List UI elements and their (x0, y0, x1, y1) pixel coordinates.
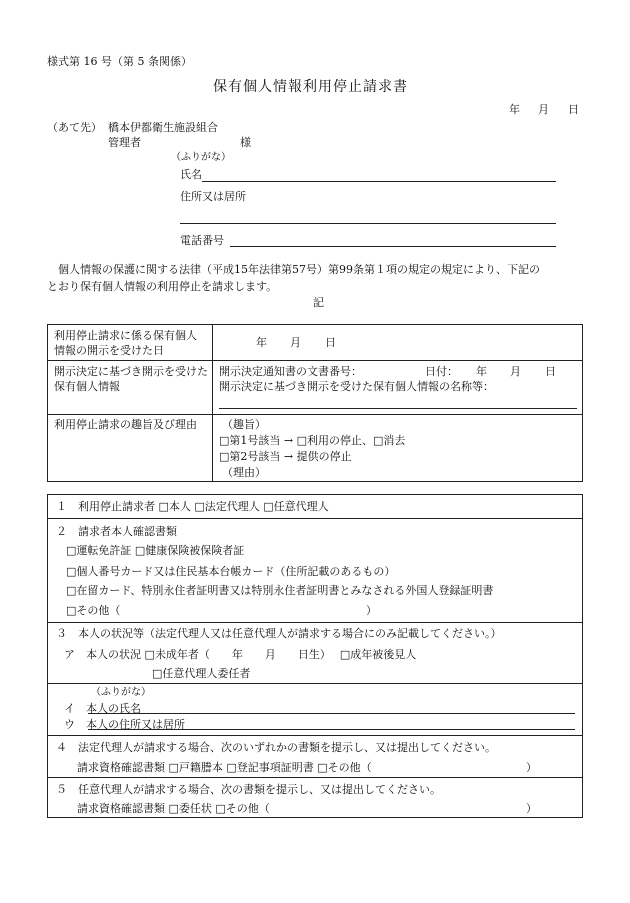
disclosed-info-name-label: 開示決定に基づき開示を受けた保有個人情報の名称等： (219, 380, 494, 393)
date-month-label: 月 (538, 103, 549, 116)
date-year-label: 年 (509, 103, 520, 116)
addressee-org: 橋本伊都衛生施設組合 (108, 121, 218, 134)
gist-option-item1[interactable]: □第1号該当 → □利用の停止、□消去 (219, 434, 406, 447)
section3-title: ３ 本人の状況等（法定代理人又は任意代理人が請求する場合にのみ記載してください。） (56, 627, 502, 640)
notice-doc-number-label: 開示決定通知書の文書番号： (219, 365, 362, 378)
disclosure-year[interactable]: 年 (256, 336, 267, 349)
notice-date-label: 日付： (425, 365, 458, 378)
table2-divider-4 (47, 735, 583, 736)
addressee-prefix: （あて先） (47, 121, 102, 134)
notice-day[interactable]: 日 (545, 365, 556, 378)
section4-title: ４ 法定代理人が請求する場合、次のいずれかの書類を提示し、又は提出してください。 (56, 741, 496, 754)
disclosure-day[interactable]: 日 (325, 336, 336, 349)
legal-rep-other-close: ） (526, 761, 537, 774)
gist-reason-label: 利用停止請求の趣旨及び理由 (54, 418, 197, 431)
id-doc-other-close: ） (366, 604, 377, 617)
gist-option-item2[interactable]: □第2号該当 → 提供の停止 (219, 450, 352, 463)
section2-title: ２ 請求者本人確認書類 (56, 525, 177, 538)
requester-name-label: 氏名 (180, 168, 202, 181)
principal-status-delegator[interactable]: □任意代理人委任者 (152, 667, 251, 680)
principal-furigana: （ふりがな） (91, 687, 151, 698)
requester-phone-label: 電話番号 (180, 234, 224, 247)
table2-divider-2 (47, 622, 583, 623)
id-doc-option-other[interactable]: □その他（ (66, 604, 121, 617)
table1-column-divider (212, 324, 213, 482)
requester-address-label: 住所又は居所 (180, 190, 246, 203)
id-doc-option-residence-card[interactable]: □在留カード、特別永住者証明書又は特別永住者証明書とみなされる外国人登録証明書 (66, 584, 494, 597)
gist-heading: （趣旨） (222, 418, 266, 431)
legal-rep-documents[interactable]: 請求資格確認書類 □戸籍謄本 □登記事項証明書 □その他（ (77, 761, 372, 774)
table2-divider-3 (47, 683, 583, 684)
disclosure-month[interactable]: 月 (290, 336, 301, 349)
requester-phone-field[interactable] (230, 246, 556, 247)
section1-requester-type[interactable]: １ 利用停止請求者 □本人 □法定代理人 □任意代理人 (56, 500, 329, 513)
id-doc-option-mynumber[interactable]: □個人番号カード又は住民基本台帳カード（住所記載のあるもの） (66, 565, 396, 578)
notice-month[interactable]: 月 (510, 365, 521, 378)
notice-year[interactable]: 年 (476, 365, 487, 378)
disclosed-info-label-2: 保有個人情報 (54, 380, 120, 393)
principal-address-label: ウ 本人の住所又は居所 (64, 718, 185, 731)
intro-line-2: とおり保有個人情報の利用停止を請求します。 (47, 280, 278, 293)
ki-label: 記 (313, 296, 324, 309)
agent-documents[interactable]: 請求資格確認書類 □委任状 □その他（ (77, 802, 270, 815)
intro-line-1: 個人情報の保護に関する法律（平成15年法律第57号）第99条第１項の規定の規定により、下記の (58, 263, 540, 276)
table2-divider-1 (47, 518, 583, 519)
requester-address-field[interactable] (180, 223, 556, 224)
section5-title: ５ 任意代理人が請求する場合、次の書類を提示し、又は提出してください。 (56, 783, 441, 796)
date-day-label: 日 (568, 103, 579, 116)
table1-row-divider-2 (47, 414, 583, 415)
form-number: 様式第 16 号（第 5 条関係） (47, 55, 192, 68)
requester-furigana: （ふりがな） (171, 152, 231, 163)
addressee-sama: 様 (240, 136, 251, 149)
disclosure-date-label-1: 利用停止請求に係る保有個人 (54, 329, 197, 342)
page-title: 保有個人情報利用停止請求書 (213, 79, 408, 95)
disclosed-info-name-field[interactable] (219, 408, 577, 409)
reason-heading: （理由） (222, 466, 266, 479)
principal-name-field[interactable] (88, 713, 575, 714)
disclosed-info-label-1: 開示決定に基づき開示を受けた (54, 365, 208, 378)
table1-row-divider-1 (47, 360, 583, 361)
principal-status[interactable]: ア 本人の状況 □未成年者（ 年 月 日生） □成年被後見人 (64, 648, 417, 661)
disclosure-date-label-2: 情報の開示を受けた日 (54, 344, 164, 357)
table2-divider-5 (47, 777, 583, 778)
addressee-role: 管理者 (108, 136, 141, 149)
agent-other-close: ） (526, 802, 537, 815)
requester-name-field[interactable] (202, 181, 556, 182)
id-doc-option-license[interactable]: □運転免許証 □健康保険被保険者証 (66, 544, 245, 557)
principal-name-label: イ 本人の氏名 (64, 702, 141, 715)
principal-address-field[interactable] (88, 729, 575, 730)
